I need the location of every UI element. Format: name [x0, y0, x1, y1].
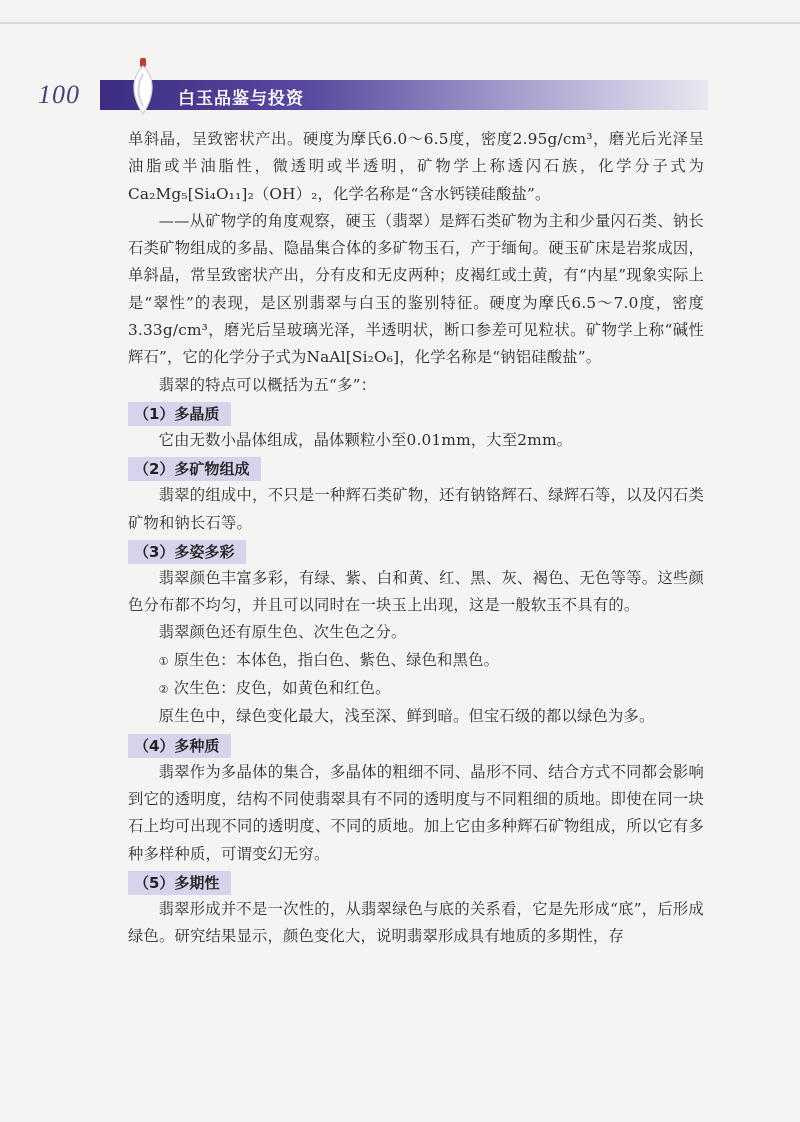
- list-item-secondary-color: ② 次生色：皮色，如黄色和红色。: [158, 679, 391, 698]
- paragraph-color-types: 翡翠颜色还有原生色、次生色之分。: [158, 623, 407, 642]
- page-body: [128, 126, 704, 950]
- paragraph-multi-mineral: 翡翠的组成中，不只是一种辉石类矿物，还有钠铬辉石、绿辉石等，以及闪石类矿物和钠长石等。: [128, 486, 704, 532]
- section-heading-polycrystalline: （1）多晶质: [128, 402, 231, 426]
- list-item-primary-color: ① 原生色：本体色，指白色、紫色、绿色和黑色。: [158, 650, 500, 669]
- paragraph-multi-stage: 翡翠形成并不是一次性的，从翡翠绿色与底的关系看，它是先形成“底”，后形成绿色。研究结果显示，颜色变化大，说明翡翠形成具有地质的多期性，存: [128, 899, 704, 946]
- top-page-rule: [0, 22, 800, 24]
- section-heading-colorful: （3）多姿多彩: [128, 540, 246, 564]
- page-number: 100: [38, 80, 80, 109]
- circled-number-two: ②: [158, 683, 169, 697]
- jade-pendant-ornament-icon: [126, 56, 160, 116]
- section-heading-multi-stage: （5）多期性: [128, 871, 231, 895]
- paragraph-green-variation: 原生色中，绿色变化最大，浅至深、鲜到暗。但宝石级的都以绿色为多。: [158, 707, 655, 726]
- running-header-title: 白玉品鉴与投资: [178, 89, 304, 109]
- paragraph-polycrystalline: 它由无数小晶体组成，晶体颗粒小至0.01mm，大至2mm。: [158, 430, 573, 449]
- circled-number-one: ①: [158, 654, 169, 668]
- paragraph-texture: 翡翠作为多晶体的集合，多晶体的粗细不同、晶形不同、结合方式不同都会影响到它的透明度，结构不同使翡翠具有不同的透明度与不同粗细的质地。即使在同一块石上均可出现不同的透明度、不同的质地。加上它由多种辉石矿物组成，所以它有多种多样种质，可谓变幻无穷。: [128, 762, 704, 863]
- paragraph-colors: 翡翠颜色丰富多彩，有绿、紫、白和黄、红、黑、灰、褐色、无色等等。这些颜色分布都不均匀，并且可以同时在一块玉上出现，这是一般软玉不具有的。: [128, 568, 704, 615]
- section-heading-texture: （4）多种质: [128, 734, 231, 758]
- paragraph-nephrite-properties: 单斜晶，呈致密状产出。硬度为摩氏6.0～6.5度，密度2.95g/cm³，磨光后光泽呈油脂或半油脂性，微透明或半透明，矿物学上称透闪石族，化学分子式为Ca₂Mg₅[Si₄O₁₁]₂（OH）₂，化学名称是“含水钙镁硅酸盐”。: [128, 130, 704, 203]
- paragraph-jadeite-properties: ——从矿物学的角度观察，硬玉（翡翠）是辉石类矿物为主和少量闪石类、钠长石类矿物组成的多晶、隐晶集合体的多矿物玉石，产于缅甸。硬玉矿床是岩浆成因，单斜晶，常呈致密状产出，分有皮和无皮两种；皮褐红或土黄，有“内星”现象实际上是“翠性”的表现，是区别翡翠与白玉的鉴别特征。硬度为摩氏6.5～7.0度，密度3.33g/cm³，磨光后呈玻璃光泽，半透明状，断口参差可见粒状。矿物学上称“碱性辉石”，它的化学分子式为NaAl[Si₂O₆]，化学名称是“钠铝硅酸盐”。: [128, 211, 704, 367]
- paragraph-five-features-intro: 翡翠的特点可以概括为五“多”：: [158, 375, 377, 394]
- section-heading-multi-mineral: （2）多矿物组成: [128, 457, 261, 481]
